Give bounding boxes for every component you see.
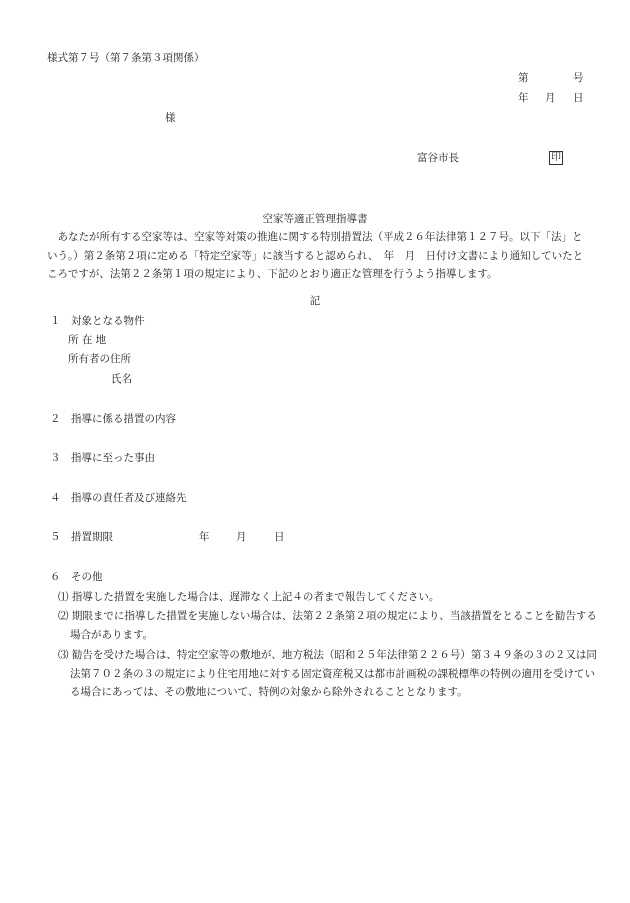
section3-heading: ３ 指導に至った事由 xyxy=(50,452,155,464)
section6-heading: ６ その他 xyxy=(50,571,103,583)
deadline-year: 年 xyxy=(199,531,210,543)
date-year: 年 xyxy=(518,92,529,104)
date-month: 月 xyxy=(545,92,556,104)
document-title: 空家等適正管理指導書 xyxy=(262,213,368,225)
addressee-suffix: 様 xyxy=(165,112,176,124)
issuer-name: 富谷市長 xyxy=(417,152,459,164)
seal-mark xyxy=(549,151,563,165)
owner-name-label: 氏名 xyxy=(111,373,132,385)
doc-number-go: 号 xyxy=(573,72,584,84)
section4-heading: ４ 指導の責任者及び連絡先 xyxy=(50,492,187,504)
ki-mark: 記 xyxy=(309,295,321,307)
intro-paragraph: あなたが所有する空家等は、空家等対策の推進に関する特別措置法（平成２６年法律第１２７号。以下「法」という。）第２条第２項に定める「特定空家等」に該当すると認められ、 年 月 日付け文書により通知していたところですが、法第２２条第１項の規定により、下記のとおり適正な管理を行うよう指導します。 xyxy=(47,231,584,280)
section1-heading: １ 対象となる物件 xyxy=(50,315,145,327)
other-item-2: ⑵ 期限までに指導した措置を実施しない場合は、法第２２条第２項の規定により、当該措置をとることを勧告する場合があります。 xyxy=(58,610,597,641)
other-item-3: ⑶ 勧告を受けた場合は、特定空家等の敷地が、地方税法（昭和２５年法律第２２６号）第３４９条の３の２又は同法第７０２条の３の規定により住宅用地に対する固定資産税又は都市計画税の課税標準の特例の適用を受けている場合にあっては、その敷地について、特例の対象から除外されることとなります。 xyxy=(58,649,597,698)
owner-address-label: 所有者の住所 xyxy=(68,353,131,365)
doc-number-dai: 第 xyxy=(518,72,529,84)
date-day: 日 xyxy=(573,92,584,104)
location-label: 所 在 地 xyxy=(68,334,107,346)
section2-heading: ２ 指導に係る措置の内容 xyxy=(50,413,176,425)
section5-heading: ５ 措置期限 xyxy=(50,531,113,543)
seal-box: 印 xyxy=(551,152,561,163)
form-label: 様式第７号（第７条第３項関係） xyxy=(47,52,205,64)
deadline-month: 月 xyxy=(236,531,247,543)
other-item-1: ⑴ 指導した措置を実施した場合は、遅滞なく上記４の者まで報告してください。 xyxy=(58,591,440,603)
deadline-day: 日 xyxy=(274,531,285,543)
